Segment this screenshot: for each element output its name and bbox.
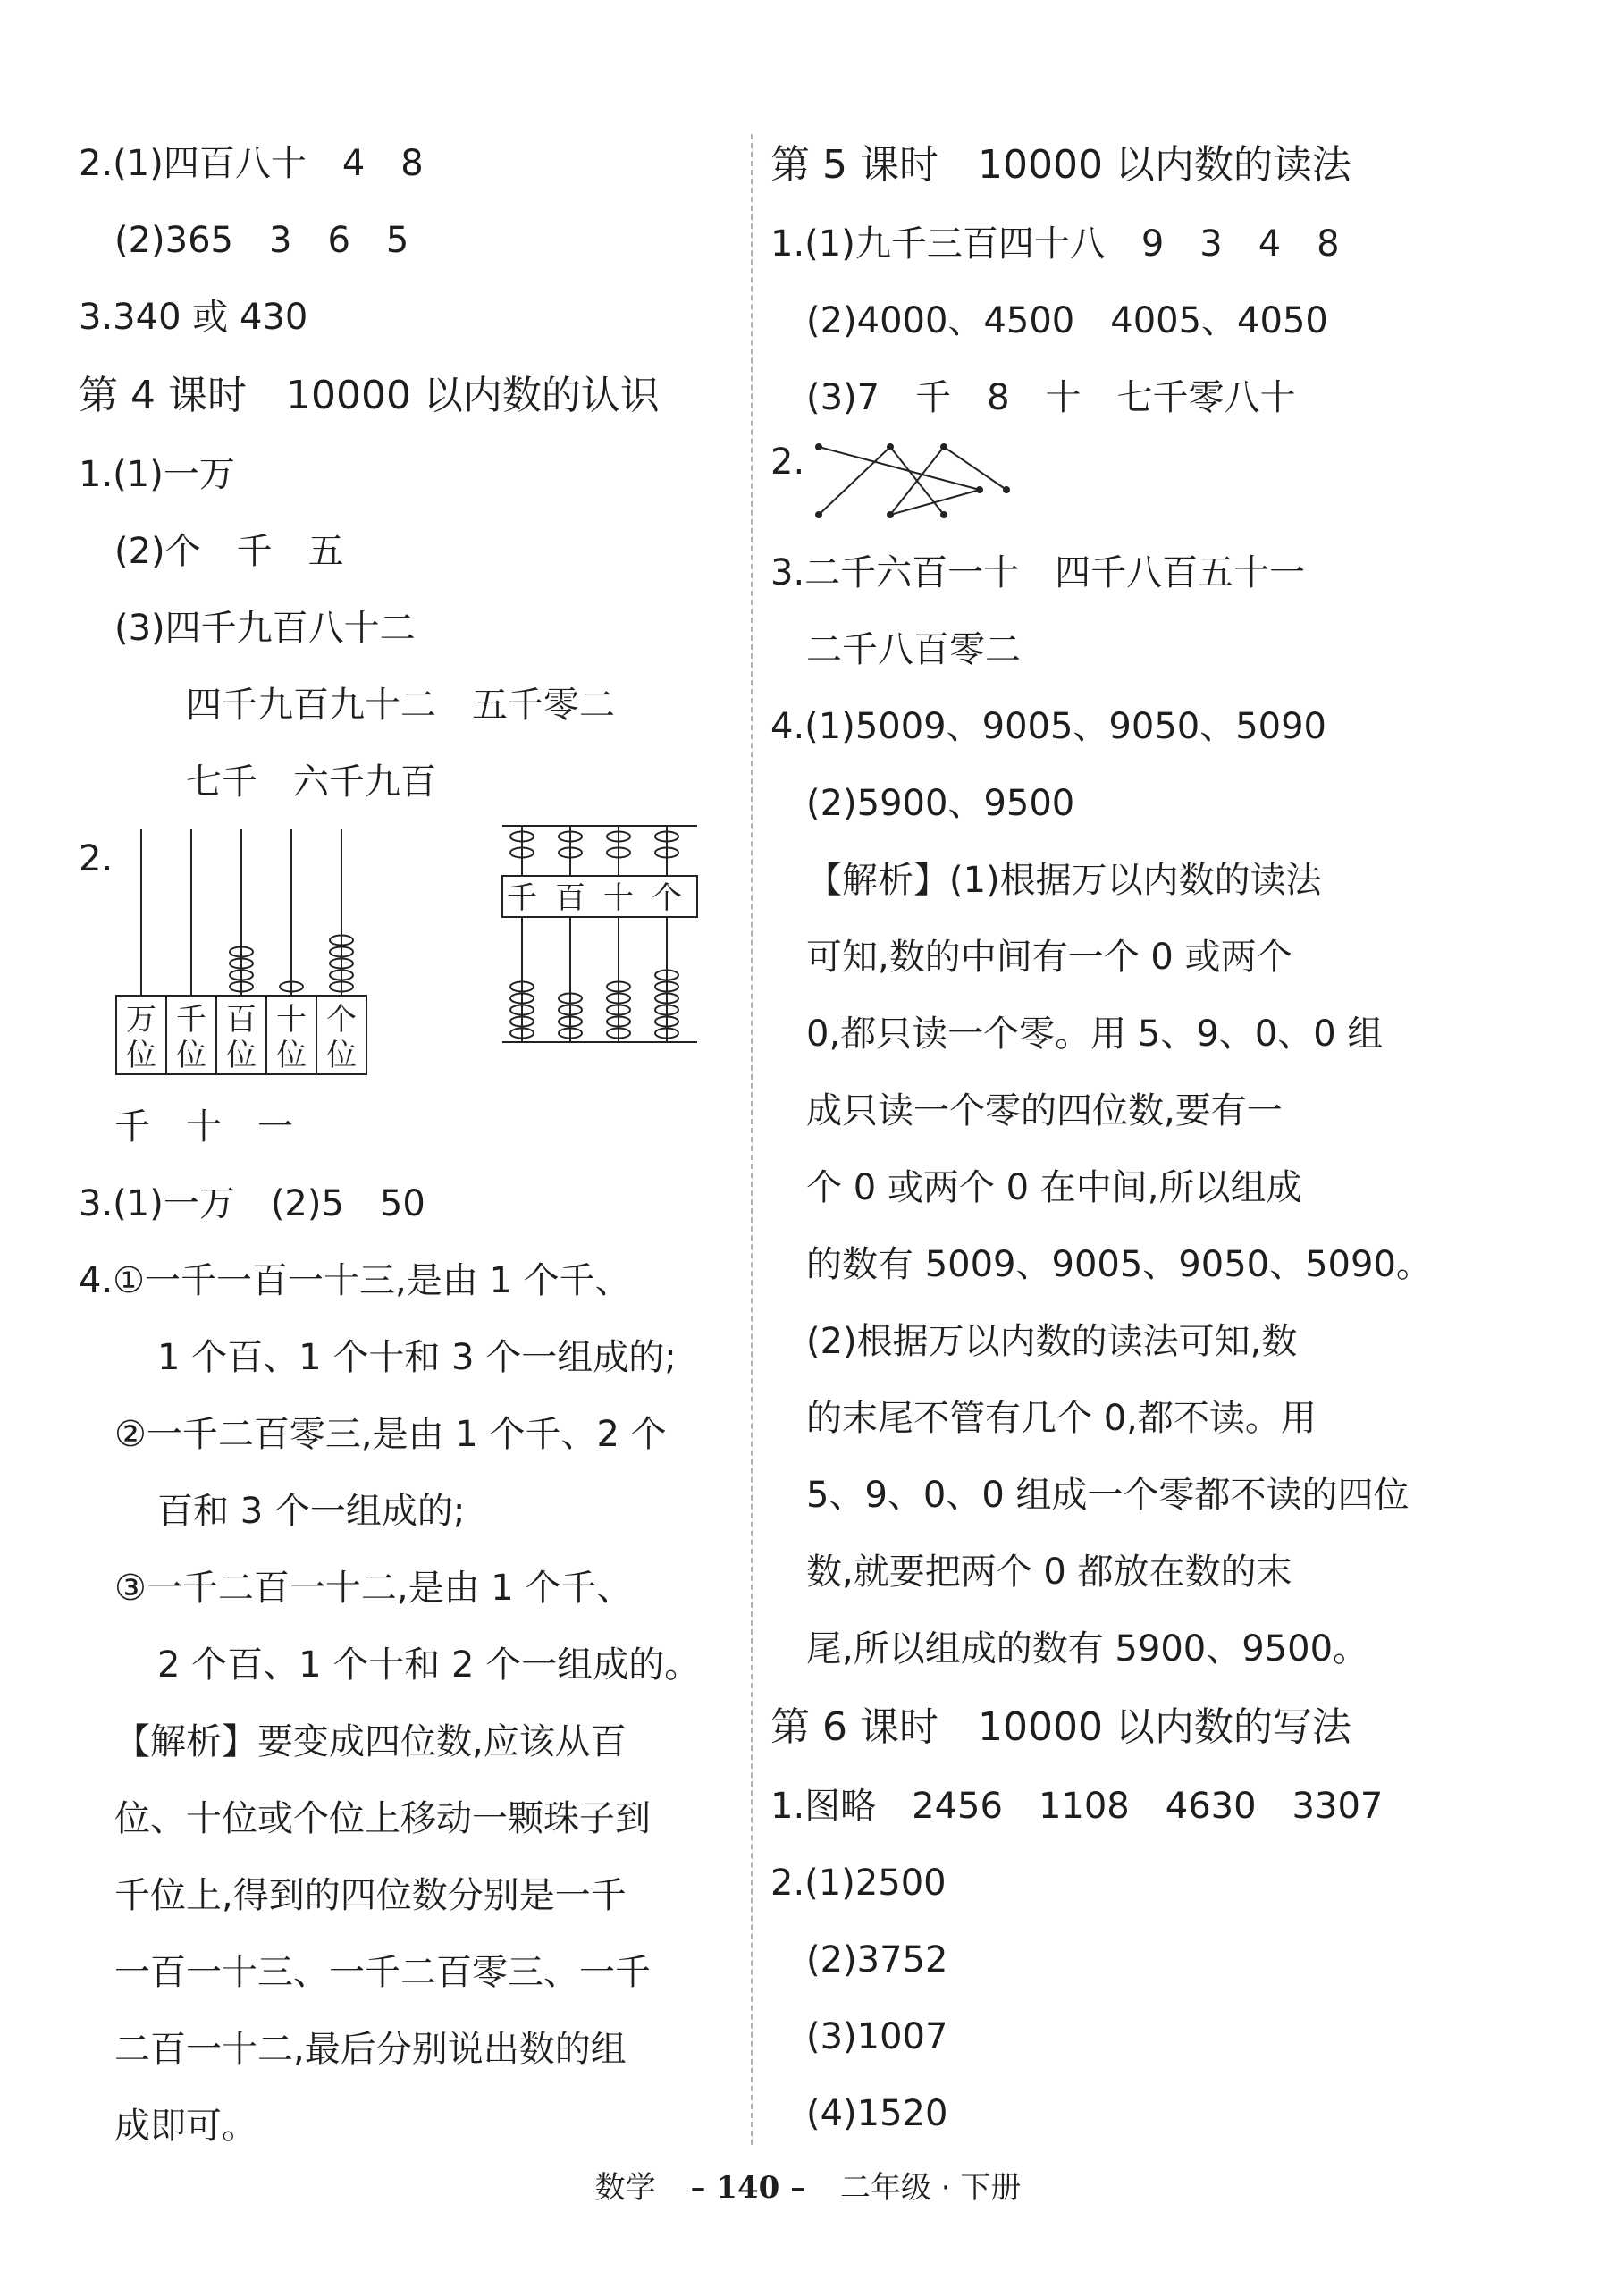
place-label: 千 (507, 880, 537, 916)
match-dot (940, 443, 947, 450)
lesson-heading: 第 4 课时 10000 以内数的认识 (79, 373, 660, 418)
answer-line: 1 个百、1 个十和 3 个一组成的; (157, 1337, 677, 1378)
answer-line: 尾,所以组成的数有 5900、9500。 (806, 1628, 1369, 1669)
answer-line: 可知,数的中间有一个 0 或两个 (806, 937, 1292, 978)
answer-line: 【解析】(1)根据万以内数的读法 (806, 860, 1322, 901)
answer-line: 数,就要把两个 0 都放在数的末 (806, 1552, 1292, 1593)
answer-line: 二百一十二,最后分别说出数的组 (114, 2029, 627, 2070)
answer-line: 4.①一千一百一十三,是由 1 个千、 (79, 1260, 631, 1301)
match-dot (815, 511, 822, 518)
answer-line: (2)4000、4500 4005、4050 (806, 300, 1328, 341)
place-label: 十 (603, 880, 634, 916)
matching-figure (770, 436, 1450, 534)
answer-line: 3.(1)一万 (2)5 50 (79, 1183, 425, 1224)
answer-line: (2)5900、9500 (806, 783, 1075, 824)
right-column (770, 125, 1450, 2152)
answer-line: (2)365 3 6 5 (114, 220, 409, 261)
answer-line: 千 十 一 (114, 1106, 293, 1148)
answer-line: 的数有 5009、9005、9050、5090。 (806, 1244, 1432, 1285)
page-footer (0, 2163, 1616, 2207)
place-label: 位 (326, 1038, 357, 1073)
place-label: 位 (176, 1038, 206, 1073)
answer-line: 的末尾不管有几个 0,都不读。用 (806, 1398, 1317, 1439)
match-dot (940, 511, 947, 518)
footer-subject: 数学 (594, 2170, 656, 2206)
match-dot (815, 443, 822, 450)
answer-line: 0,都只读一个零。用 5、9、0、0 组 (806, 1013, 1384, 1055)
answer-line: 2 个百、1 个十和 2 个一组成的。 (157, 1644, 701, 1686)
page-number: – 140 – (690, 2170, 806, 2206)
answer-line: 成即可。 (114, 2106, 257, 2147)
left-column (79, 125, 740, 2165)
abacus-b (499, 820, 704, 1053)
matching-lines (801, 436, 1015, 534)
answer-line: 【解析】要变成四位数,应该从百 (114, 1721, 627, 1762)
answer-line: 四千九百九十二 五千零二 (186, 685, 615, 726)
question-number: 2. (79, 838, 114, 879)
abacus-a (114, 820, 383, 1080)
answer-line: (3)1007 (806, 2016, 948, 2057)
answer-line: 1.图略 2456 1108 4630 3307 (770, 1786, 1384, 1827)
answer-line: (3)7 千 8 十 七千零八十 (806, 377, 1296, 418)
place-label: 位 (226, 1038, 257, 1073)
answer-line: 5、9、0、0 组成一个零都不读的四位 (806, 1475, 1410, 1516)
answer-line: 成只读一个零的四位数,要有一 (806, 1090, 1283, 1131)
answer-line: ③一千二百一十二,是由 1 个千、 (114, 1568, 633, 1609)
place-label: 位 (276, 1038, 307, 1073)
answer-line: (4)1520 (806, 2093, 948, 2134)
lesson-heading: 第 6 课时 10000 以内数的写法 (770, 1704, 1351, 1750)
answer-line: ②一千二百零三,是由 1 个千、2 个 (114, 1414, 667, 1455)
answer-line: (2)个 千 五 (114, 531, 344, 572)
place-label: 千 (176, 1002, 206, 1038)
footer-grade: 二年级 · 下册 (839, 2170, 1022, 2206)
question-number: 2. (770, 442, 805, 483)
answer-line: 千位上,得到的四位数分别是一千 (114, 1875, 627, 1916)
abacus-figure (79, 820, 740, 1089)
place-label: 百 (226, 1002, 257, 1038)
lesson-heading: 第 5 课时 10000 以内数的读法 (770, 142, 1351, 188)
answer-line: 3.340 或 430 (79, 297, 308, 338)
match-dot (887, 443, 894, 450)
answer-line: 个 0 或两个 0 在中间,所以组成 (806, 1167, 1302, 1208)
answer-line: 二千八百零二 (806, 629, 1021, 670)
place-label: 百 (555, 880, 585, 916)
answer-line: 4.(1)5009、9005、9050、5090 (770, 706, 1327, 747)
answer-line: 3.二千六百一十 四千八百五十一 (770, 552, 1306, 593)
answer-line: 一百一十三、一千二百零三、一千 (114, 1952, 651, 1993)
place-label: 个 (652, 880, 682, 916)
answer-line: (3)四千九百八十二 (114, 608, 416, 649)
match-dot (976, 486, 983, 493)
answer-line: 2.(1)四百八十 4 8 (79, 143, 424, 184)
answer-line: 百和 3 个一组成的; (157, 1491, 466, 1532)
answer-line: (2)3752 (806, 1939, 948, 1981)
place-label: 位 (126, 1038, 156, 1073)
column-divider (751, 134, 753, 2145)
answer-line: 七千 六千九百 (186, 761, 436, 803)
place-label: 十 (276, 1002, 307, 1038)
answer-line: 位、十位或个位上移动一颗珠子到 (114, 1798, 651, 1839)
match-dot (887, 511, 894, 518)
match-line (819, 447, 980, 490)
answer-line: (2)根据万以内数的读法可知,数 (806, 1321, 1298, 1362)
answer-line: 1.(1)一万 (79, 454, 235, 495)
place-label: 万 (126, 1002, 156, 1038)
answer-line: 1.(1)九千三百四十八 9 3 4 8 (770, 223, 1340, 265)
answer-line: 2.(1)2500 (770, 1863, 947, 1904)
place-label: 个 (326, 1002, 357, 1038)
match-dot (1003, 486, 1010, 493)
